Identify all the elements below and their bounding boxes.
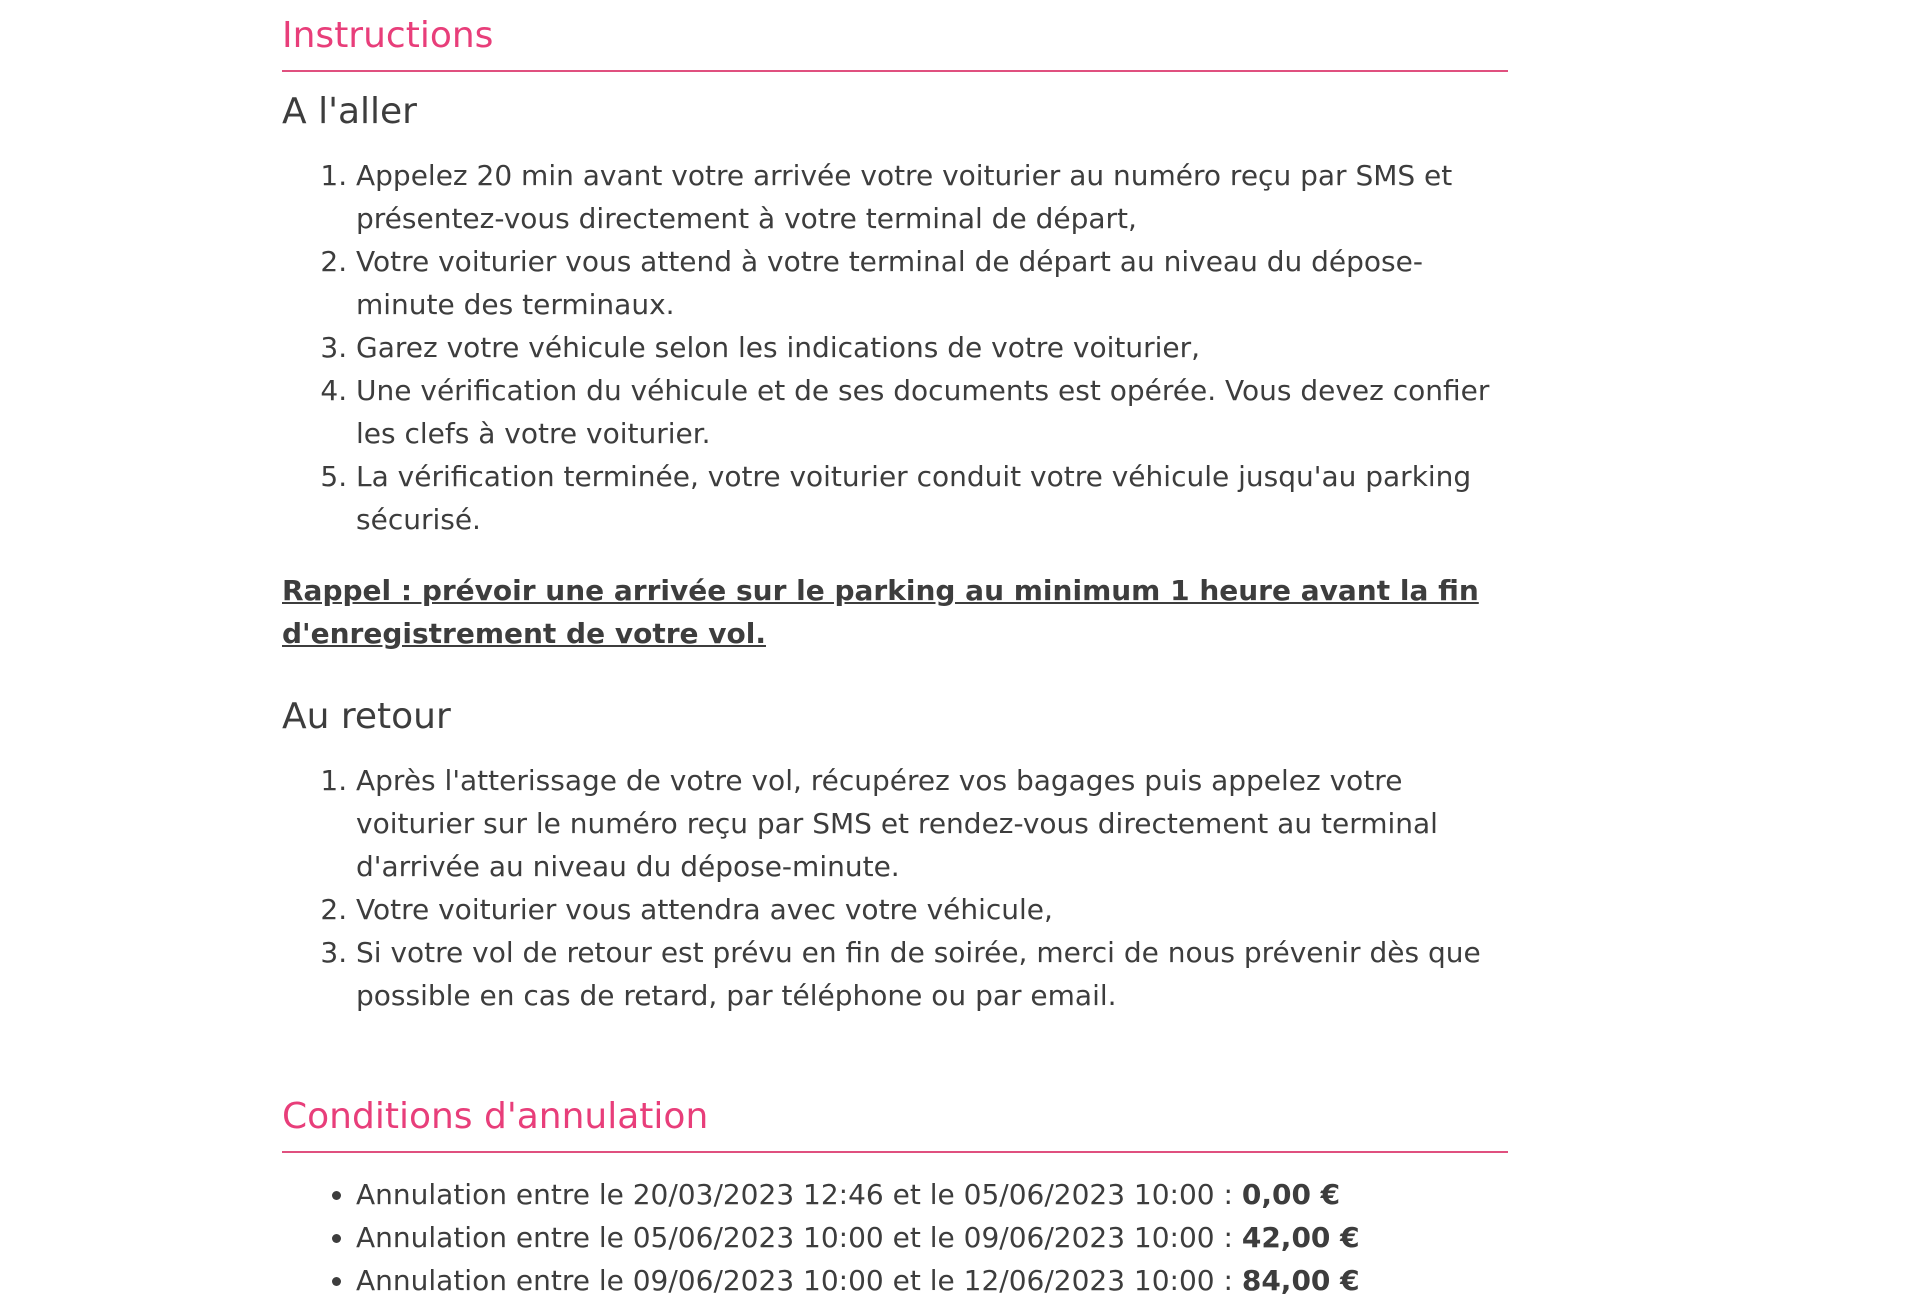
cancellation-list [282,1173,1508,1302]
reminder-note: Rappel : prévoir une arrivée sur le parking au minimum 1 heure avant la fin d'enregistrement de votre vol. [282,574,1479,650]
aller-step: 1. Appelez 20 min avant votre arrivée votre voiturier au numéro reçu par SMS et présentez-vous directement à votre terminal de départ, [356,154,1508,240]
aller-step: 5. La vérification terminée, votre voiturier conduit votre véhicule jusqu'au parking sécurisé. [356,455,1508,541]
instructions-title: Instructions [282,0,1508,72]
retour-steps-list [282,759,1508,1017]
cancellation-period: Annulation entre le 05/06/2023 10:00 et le 09/06/2023 10:00 : [356,1221,1242,1254]
cancellation-period: Annulation entre le 09/06/2023 10:00 et le 12/06/2023 10:00 : [356,1264,1242,1297]
cancellation-period: Annulation entre le 20/03/2023 12:46 et le 05/06/2023 10:00 : [356,1178,1242,1211]
cancellation-item [356,1173,1508,1216]
aller-steps-list [282,154,1508,541]
cancellation-title: Conditions d'annulation [282,1081,1508,1153]
cancellation-item [356,1259,1508,1302]
aller-step: 3. Garez votre véhicule selon les indications de votre voiturier, [356,326,1508,369]
aller-step: 2. Votre voiturier vous attend à votre terminal de départ au niveau du dépose-minute des terminaux. [356,240,1508,326]
cancellation-amount: 42,00 € [1241,1221,1360,1254]
instructions-content [282,0,1508,1302]
aller-title: A l'aller [282,91,417,132]
aller-step: 4. Une vérification du véhicule et de ses documents est opérée. Vous devez confier les clefs à votre voiturier. [356,369,1508,455]
cancellation-amount: 0,00 € [1241,1178,1341,1211]
cancellation-item [356,1216,1508,1259]
cancellation-amount: 84,00 € [1241,1264,1360,1297]
retour-step: 3. Si votre vol de retour est prévu en fin de soirée, merci de nous prévenir dès que possible en cas de retard, par téléphone ou par email. [356,931,1508,1017]
retour-title: Au retour [282,696,451,737]
retour-step: 1. Après l'atterissage de votre vol, récupérez vos bagages puis appelez votre voiturier sur le numéro reçu par SMS et rendez-vous directement au terminal d'arrivée au niveau du dépose-minute. [356,759,1508,888]
retour-step: 2. Votre voiturier vous attendra avec votre véhicule, [356,888,1508,931]
